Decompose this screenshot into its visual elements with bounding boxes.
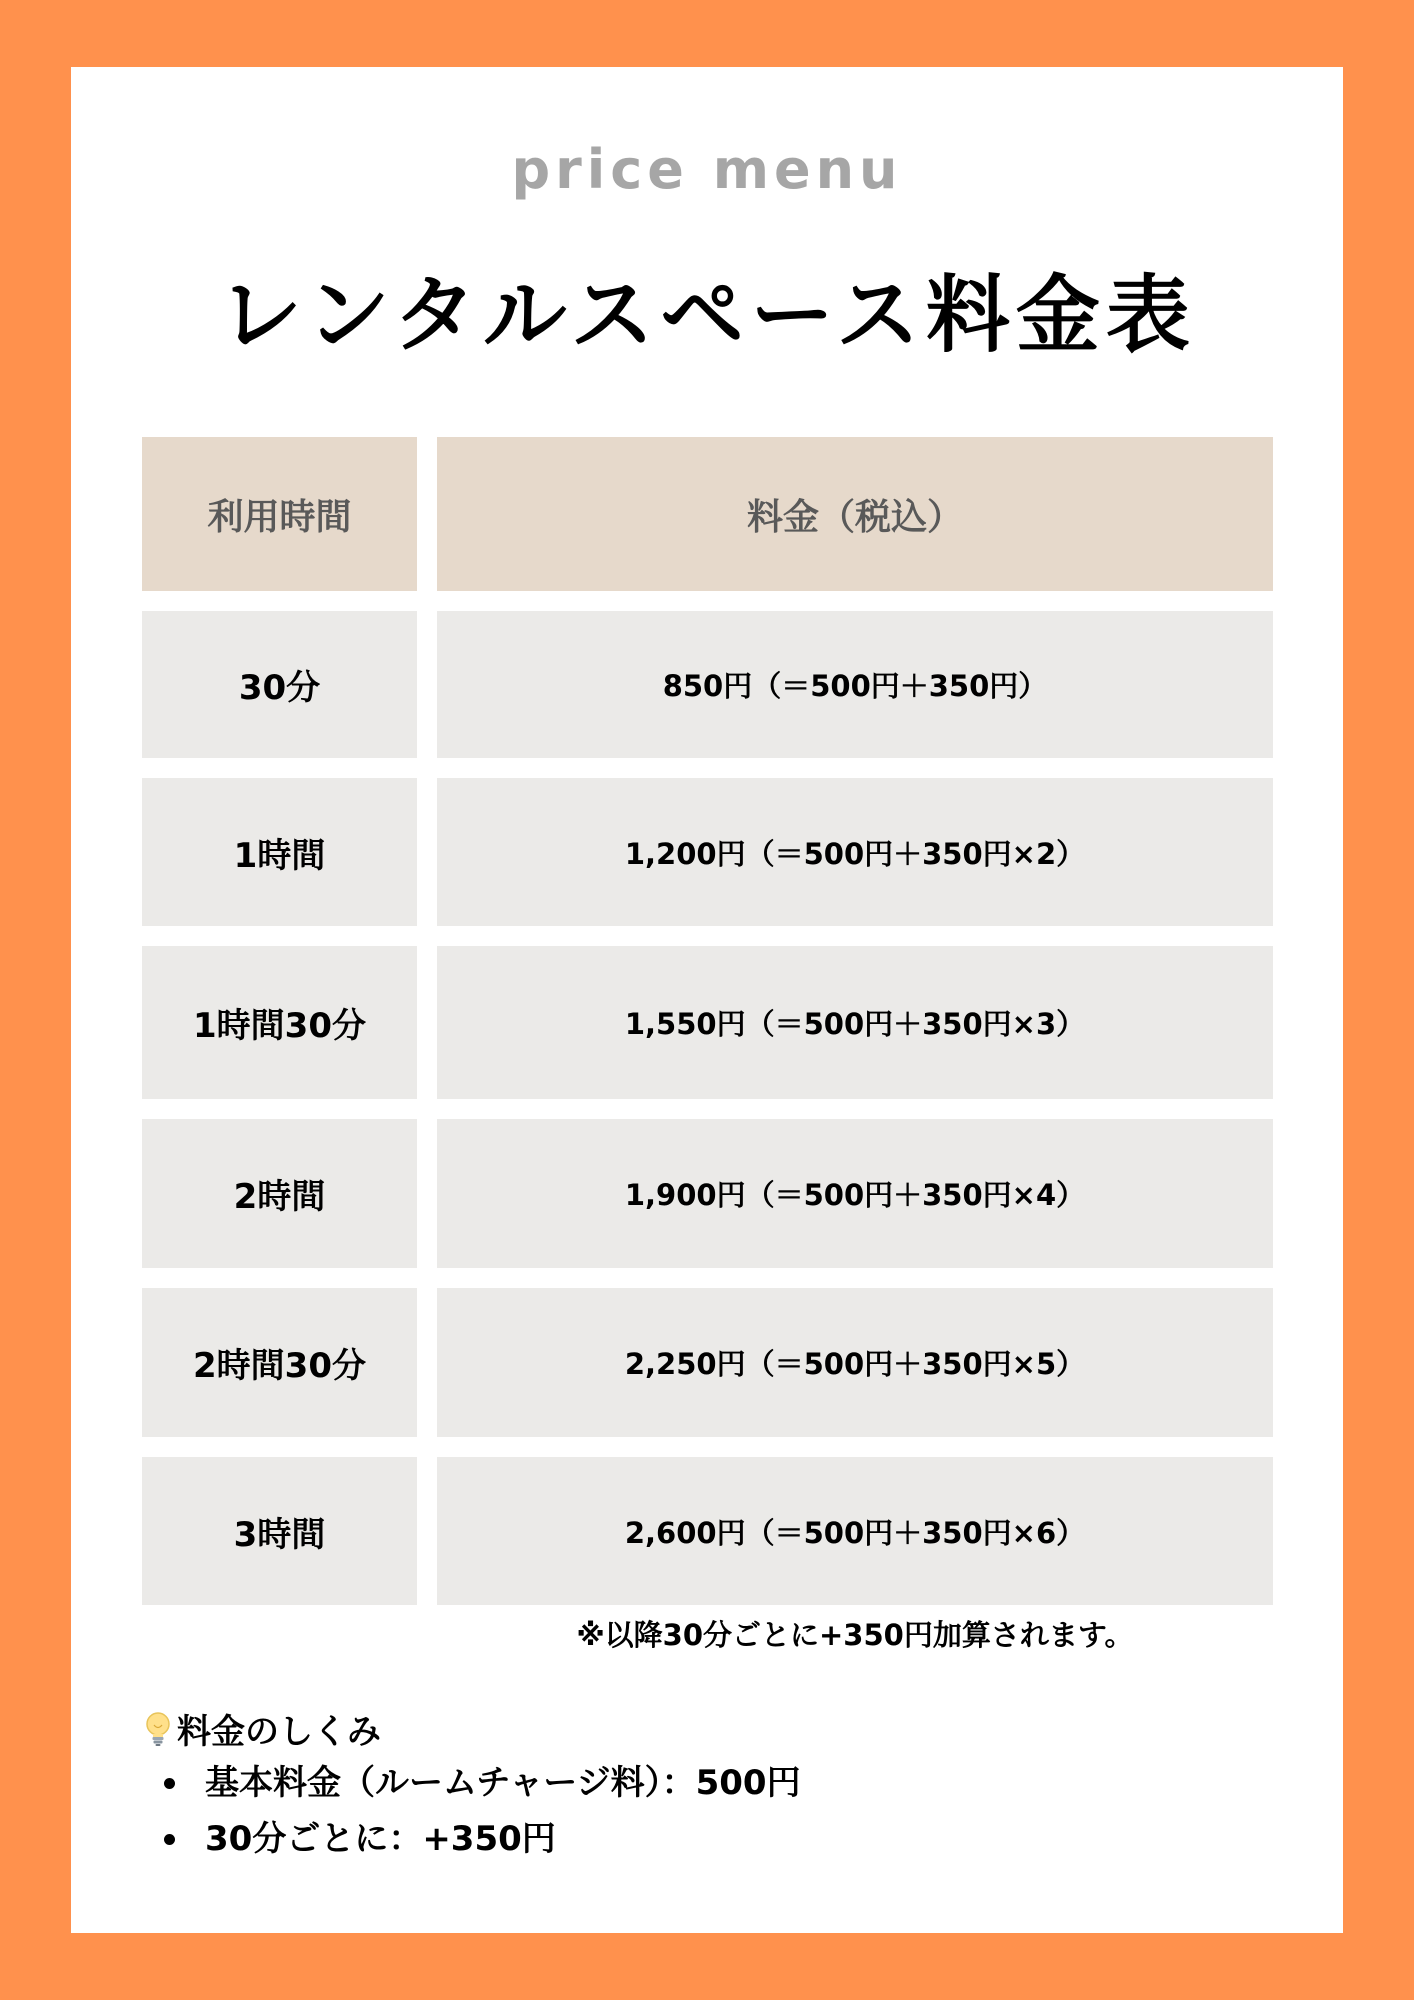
list-item: [152, 1811, 801, 1867]
table-footnote: ※以降30分ごとに+350円加算されます。: [576, 1618, 1134, 1652]
table-cell-time: 1時間: [142, 778, 417, 926]
table-header-price: 料金（税込）: [437, 437, 1273, 591]
bullet: [164, 1778, 175, 1789]
table-cell-price: 2,600円（＝500円＋350円×6）: [437, 1457, 1273, 1605]
lightbulb-icon: [143, 1711, 173, 1747]
page-title: レンタルスペース料金表: [218, 266, 1196, 364]
table-header-time: 利用時間: [142, 437, 417, 591]
table-cell-time: 2時間30分: [142, 1288, 417, 1437]
pricing-heading: [143, 1704, 381, 1753]
table-cell-time: 3時間: [142, 1457, 417, 1605]
table-cell-price: 850円（＝500円＋350円）: [437, 611, 1273, 758]
pricing-list: [152, 1755, 801, 1867]
list-item: [152, 1755, 801, 1811]
table-cell-price: 1,550円（＝500円＋350円×3）: [437, 946, 1273, 1099]
page-subtitle: price menu: [511, 138, 903, 201]
table-cell-price: 1,200円（＝500円＋350円×2）: [437, 778, 1273, 926]
table-cell-time: 30分: [142, 611, 417, 758]
table-cell-time: 2時間: [142, 1119, 417, 1268]
pricing-heading-text: 料金のしくみ: [177, 1712, 381, 1752]
pricing-item-text: 30分ごとに：+350円: [205, 1819, 556, 1859]
table-cell-price: 1,900円（＝500円＋350円×4）: [437, 1119, 1273, 1268]
table-cell-time: 1時間30分: [142, 946, 417, 1099]
table-cell-price: 2,250円（＝500円＋350円×5）: [437, 1288, 1273, 1437]
pricing-item-text: 基本料金（ルームチャージ料）：500円: [205, 1763, 801, 1803]
bullet: [164, 1834, 175, 1845]
